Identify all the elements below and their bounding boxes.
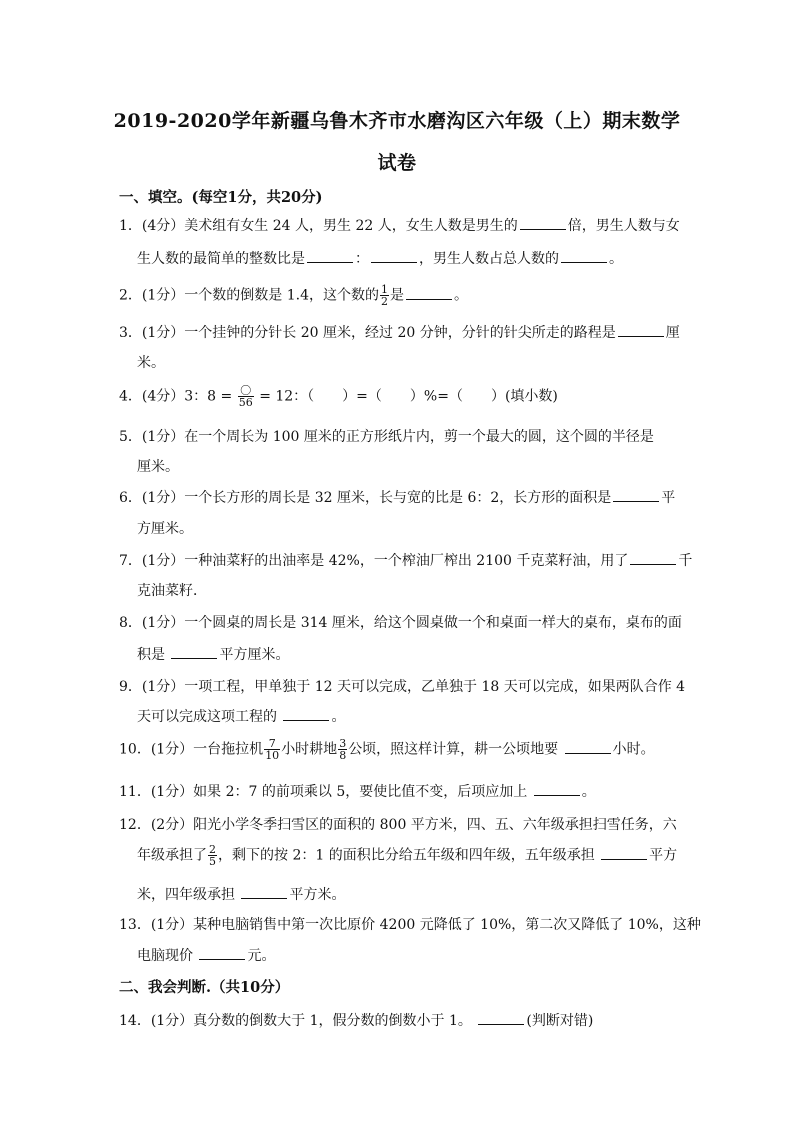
- question-text: 2．(1分）一个数的倒数是 1.4，这个数的: [119, 287, 379, 304]
- question-text: 年级承担了: [137, 847, 207, 864]
- answer-blank[interactable]: [478, 1012, 524, 1025]
- question-1: [119, 215, 680, 235]
- question-text: 厘米。: [137, 459, 179, 475]
- question-6: [119, 487, 675, 507]
- question-text: (判断对错): [526, 1013, 594, 1029]
- question-11: [119, 781, 596, 801]
- answer-blank[interactable]: [520, 217, 566, 230]
- answer-blank[interactable]: [601, 847, 647, 860]
- answer-blank[interactable]: [565, 741, 611, 754]
- question-text: 积是: [137, 647, 165, 663]
- question-text: 是: [390, 287, 404, 304]
- fraction-denominator: 8: [339, 749, 347, 762]
- question-text: 平方厘米。: [219, 647, 290, 663]
- question-text: 。: [581, 784, 596, 800]
- question-13: 13．(1分）某种电脑销售中第一次比原价 4200 元降低了 10%，第二次又降低了 10%，这种: [119, 917, 701, 933]
- question-10: [119, 738, 655, 761]
- question-text: 平方米。: [289, 887, 346, 903]
- question-text: 元。: [247, 948, 276, 964]
- answer-blank[interactable]: [618, 324, 664, 337]
- answer-blank[interactable]: [171, 646, 217, 659]
- fraction-denominator: 56: [238, 396, 253, 409]
- question-text: ，男生人数占总人数的: [419, 251, 559, 267]
- question-text: 天可以完成这项工程的: [137, 709, 277, 725]
- question-6-continued: 方厘米。: [137, 521, 193, 537]
- question-text: 。: [454, 287, 468, 304]
- answer-blank[interactable]: [199, 947, 245, 960]
- question-text: 小时。: [612, 741, 655, 758]
- question-text: 11．(1分）如果 2：7 的前项乘以 5，要使比值不变，后项应加上: [119, 784, 528, 800]
- fraction-denominator: 2: [381, 295, 388, 308]
- question-text: 14．(1分）真分数的倒数大于 1，假分数的倒数小于 1。: [119, 1013, 472, 1029]
- question-3: [119, 322, 680, 342]
- question-12-continued: [137, 844, 677, 867]
- fraction-numerator: 2: [209, 843, 216, 856]
- question-text: 米，四年级承担: [137, 887, 235, 903]
- question-text: ，剩下的按 2：1 的面积比分给五年级和四年级，五年级承担: [218, 847, 595, 864]
- question-12-continued-2: [137, 884, 345, 904]
- section-heading-fill: 一、填空。(每空1分，共20分): [119, 189, 323, 206]
- question-8: 8．(1分）一个圆桌的周长是 314 厘米，给这个圆桌做一个和桌面一样大的桌布，桌布的面: [119, 615, 682, 631]
- fraction-denominator: 10: [265, 749, 280, 762]
- answer-blank[interactable]: [406, 287, 452, 300]
- question-text: 平: [661, 490, 676, 506]
- question-14: [119, 1010, 593, 1030]
- section-heading-judge: 二、我会判断.（共10分）: [119, 979, 290, 996]
- fraction-numerator: 3: [339, 737, 347, 750]
- answer-blank[interactable]: [561, 250, 607, 263]
- question-text: 10．(1分）一台拖拉机: [119, 741, 264, 758]
- question-text: 7．(1分）一种油菜籽的出油率是 42%，一个榨油厂榨出 2100 千克菜籽油，用了: [119, 553, 629, 569]
- question-text: ：: [355, 251, 369, 267]
- answer-blank[interactable]: [283, 708, 329, 721]
- question-5: 5．(1分）在一个周长为 100 厘米的正方形纸片内，剪一个最大的圆，这个圆的半径是: [119, 429, 654, 445]
- answer-blank[interactable]: [613, 489, 659, 502]
- question-text: 公顷，照这样计算，耕一公顷地要: [348, 741, 559, 758]
- question-5-continued: [137, 456, 179, 476]
- page-title-continued: 试卷: [377, 152, 417, 174]
- fraction: [264, 738, 280, 761]
- question-7: [119, 550, 692, 570]
- question-text: 3．(1分）一个挂钟的分针长 20 厘米，经过 20 分钟，分针的针尖所走的路程是: [119, 325, 616, 341]
- question-4: [119, 385, 558, 408]
- question-13-continued: [137, 945, 275, 965]
- question-1-continued: [137, 248, 623, 268]
- question-2: [119, 284, 468, 307]
- fraction: [380, 284, 389, 307]
- question-8-continued: [137, 644, 289, 664]
- answer-blank[interactable]: [307, 250, 353, 263]
- question-12: 12．(2分）阳光小学冬季扫雪区的面积的 800 平方米，四、五、六年级承担扫雪任务，六: [119, 817, 677, 833]
- question-text: 厘: [665, 325, 680, 341]
- question-text: 1．(4分）美术组有女生 24 人，男生 22 人，女生人数是男生的: [119, 218, 518, 234]
- question-text: 6．(1分）一个长方形的周长是 32 厘米，长与宽的比是 6：2，长方形的面积是: [119, 490, 612, 506]
- question-text: 平方: [649, 847, 678, 864]
- question-text: 小时耕地: [281, 741, 338, 758]
- fraction-numerator: 1: [381, 283, 388, 296]
- question-text: = 12：（ ）=（ ）%=（ ）(填小数): [259, 388, 558, 405]
- question-text: 生人数的最简单的整数比是: [137, 251, 305, 267]
- answer-blank[interactable]: [630, 552, 676, 565]
- question-9: 9．(1分）一项工程，甲单独于 12 天可以完成，乙单独于 18 天可以完成，如果两队合作 4: [119, 679, 686, 695]
- fraction-numerator: 7: [264, 738, 280, 750]
- question-text: 电脑现价: [137, 948, 193, 964]
- page-title: 2019-2020学年新疆乌鲁木齐市水磨沟区六年级（上）期末数学: [113, 110, 681, 132]
- fraction: [208, 844, 217, 867]
- answer-blank[interactable]: [534, 783, 580, 796]
- fraction: [238, 385, 254, 408]
- question-text: 千: [678, 553, 693, 569]
- answer-blank[interactable]: [241, 886, 287, 899]
- answer-blank[interactable]: [371, 250, 417, 263]
- fraction: [338, 738, 347, 761]
- fraction-denominator: 5: [209, 855, 216, 868]
- question-text: 。: [609, 251, 623, 267]
- question-9-continued: [137, 706, 345, 726]
- question-3-continued: 米。: [137, 355, 165, 371]
- question-text: 倍，男生人数与女: [567, 218, 680, 234]
- fraction-numerator: 〇: [238, 385, 254, 397]
- question-text: 。: [331, 709, 346, 725]
- question-7-continued: 克油菜籽．: [137, 583, 207, 599]
- question-text: 4．(4分）3：8 =: [119, 388, 233, 405]
